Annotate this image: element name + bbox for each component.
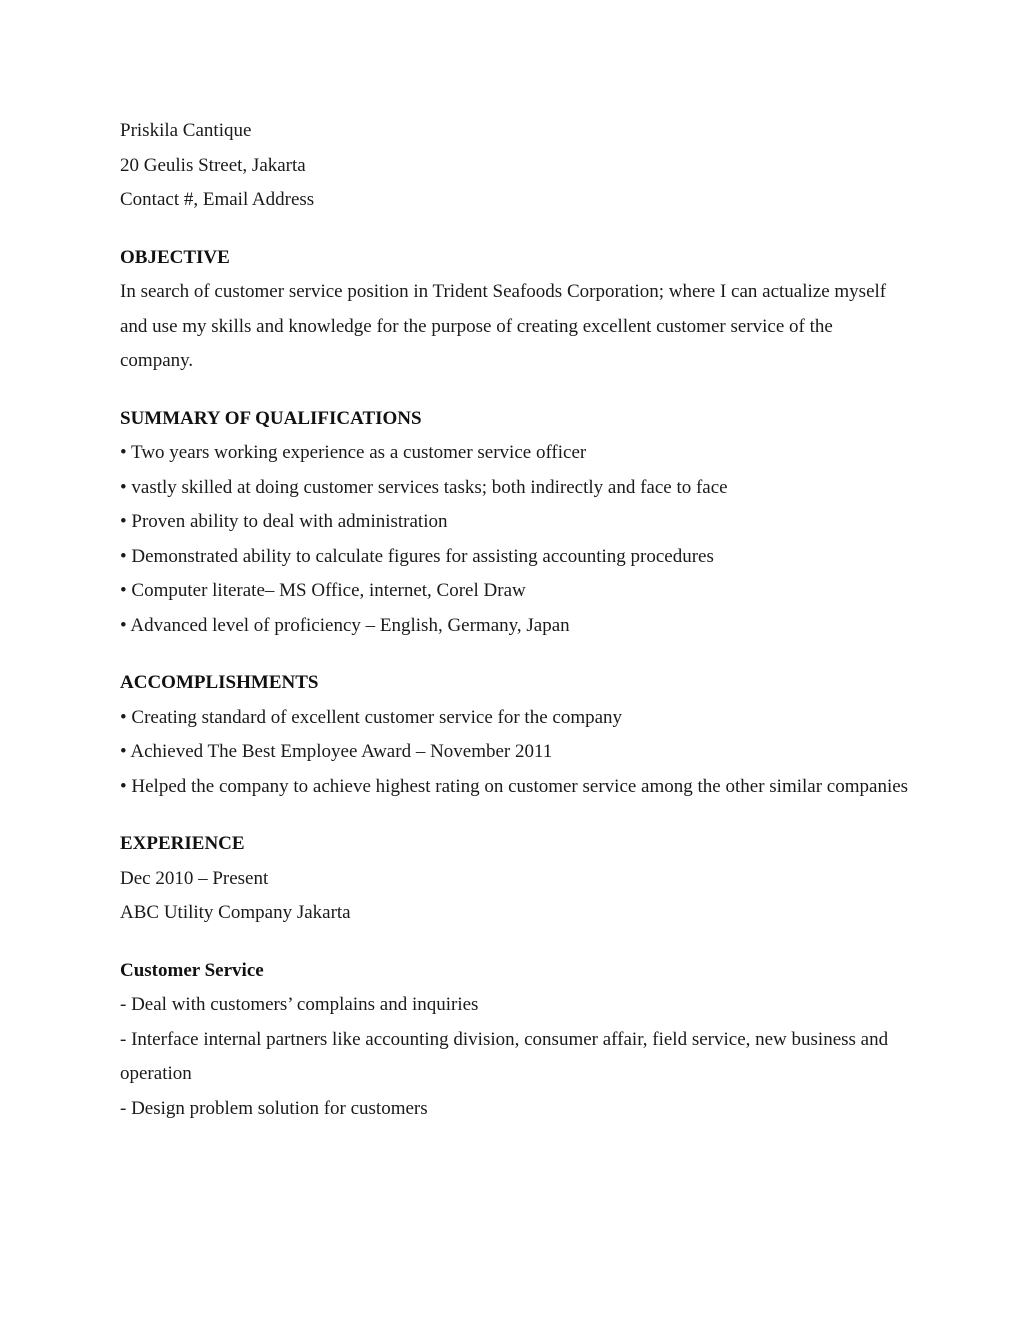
customer-service-list (120, 988, 910, 1126)
list-item: • Demonstrated ability to calculate figures for assisting accounting procedures (120, 545, 714, 567)
list-item: • vastly skilled at doing customer services tasks; both indirectly and face to face (120, 476, 728, 498)
list-item: - Deal with customers’ complains and inquiries (120, 994, 479, 1015)
applicant-address: 20 Geulis Street, Jakarta (120, 154, 306, 176)
objective-text: In search of customer service position in Trident Seafoods Corporation; where I can actualize myself and use my skills and knowledge for the purpose of creating excellent customer service of the company. (120, 281, 887, 371)
list-item: • Computer literate– MS Office, internet, Corel Draw (120, 580, 526, 601)
customer-service-section (120, 954, 910, 1127)
list-item: - Interface internal partners like accounting division, consumer affair, field service, new business and operation (120, 1028, 889, 1084)
experience-company: ABC Utility Company Jakarta (120, 902, 351, 923)
list-item: • Creating standard of excellent customer service for the company (120, 706, 623, 728)
qualifications-heading: SUMMARY OF QUALIFICATIONS (120, 407, 422, 429)
accomplishments-section (120, 666, 910, 804)
accomplishments-list (120, 701, 910, 805)
experience-period: Dec 2010 – Present (120, 867, 269, 889)
objective-section (120, 241, 910, 379)
accomplishments-heading: ACCOMPLISHMENTS (120, 672, 319, 693)
list-item: • Proven ability to deal with administration (120, 511, 448, 532)
objective-heading: OBJECTIVE (120, 246, 230, 268)
contact-block (120, 114, 910, 218)
applicant-name: Priskila Cantique (120, 120, 252, 141)
list-item: • Advanced level of proficiency – English, Germany, Japan (120, 614, 570, 636)
list-item: • Two years working experience as a customer service officer (120, 442, 587, 463)
experience-section (120, 827, 910, 931)
experience-heading: EXPERIENCE (120, 833, 245, 854)
list-item: • Helped the company to achieve highest rating on customer service among the other similar companies (120, 775, 909, 797)
applicant-contact: Contact #, Email Address (120, 189, 315, 210)
qualifications-list (120, 436, 910, 643)
qualifications-section (120, 402, 910, 644)
resume-page (120, 114, 910, 1126)
customer-service-heading: Customer Service (120, 959, 264, 981)
list-item: • Achieved The Best Employee Award – November 2011 (120, 741, 553, 762)
list-item: - Design problem solution for customers (120, 1097, 428, 1119)
